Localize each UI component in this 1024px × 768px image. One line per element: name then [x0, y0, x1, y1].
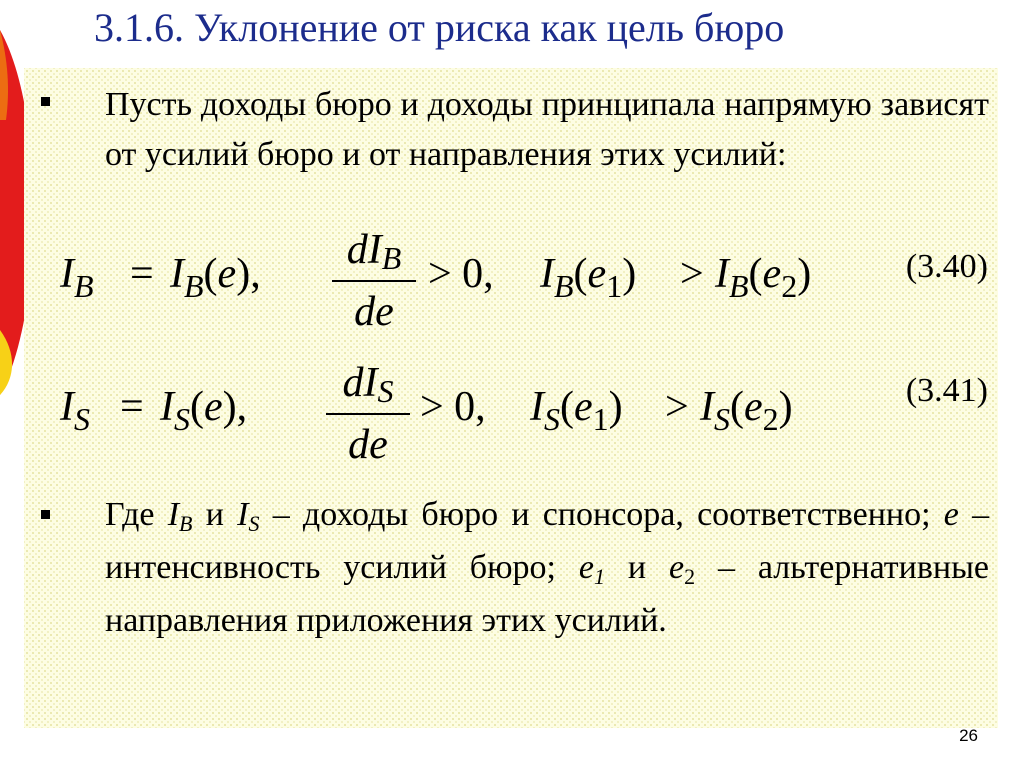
paragraph-intro: Пусть доходы бюро и доходы принципала напрямую зависят от усилий бюро и от направления этих усилий: — [105, 86, 989, 173]
text-rest-3: – альтернативные направления приложения этих усилий. — [105, 549, 990, 639]
eq340-I-e2-sub: B — [729, 268, 749, 304]
var-e2: e — [668, 549, 685, 586]
eq341-gt-zero: > 0, — [420, 384, 486, 430]
eq340-lhs-I: I — [60, 251, 74, 297]
eq340-rhs-sub: B — [184, 268, 204, 304]
bullet-icon — [41, 97, 50, 106]
eq341-rhs-I: I — [160, 384, 174, 430]
eq341-lhs-sub: S — [74, 401, 90, 437]
equation-3-41: $I_S$ = $I_S(e)$, dIS de > 0, $I_S(e_1)$ > $I_S(e_2)$ — [60, 383, 860, 493]
eq340-deriv-num: dI — [346, 227, 382, 273]
var-e2-sub: 2 — [684, 564, 696, 589]
eq341-e1: e — [574, 384, 593, 430]
eq340-deriv-num-sub: B — [381, 240, 402, 276]
eq341-e2-sub: 2 — [762, 401, 779, 437]
eq341-e2: e — [744, 384, 763, 430]
equation-number-3-41: (3.41) — [905, 372, 988, 409]
var-e1-sub: 1 — [593, 564, 605, 589]
equation-number-3-40: (3.40) — [905, 248, 988, 285]
eq341-rhs-sub: S — [174, 401, 190, 437]
var-IB-sub: B — [179, 511, 193, 536]
eq340-rhs-I: I — [170, 251, 184, 297]
eq340-derivative — [328, 224, 420, 334]
eq341-e1-sub: 1 — [592, 401, 609, 437]
eq340-lhs-sub: B — [74, 268, 94, 304]
eq340-gt-zero: > 0, — [428, 251, 494, 297]
eq340-e1: e — [587, 251, 607, 297]
word-gde: Где — [105, 496, 155, 533]
eq341-var-e: e — [204, 384, 223, 430]
eq340-deriv-den: de — [354, 289, 394, 335]
eq340-I-e1: I — [540, 251, 554, 297]
eq340-e1-sub: 1 — [606, 268, 623, 304]
eq340-I-e1-sub: B — [554, 268, 574, 304]
bullet-icon — [41, 510, 50, 519]
paragraph-definitions — [105, 490, 989, 646]
eq341-I-e1-sub: S — [544, 401, 560, 437]
eq341-deriv-num: dI — [342, 360, 378, 406]
equation-3-40: $I_B$ = $I_B(e)$, dIB de > 0, $I_B(e_1)$ > $I_B(e_2)$ — [60, 250, 860, 360]
var-IS: I — [237, 496, 249, 533]
eq341-derivative — [322, 357, 414, 467]
eq340-var-e: e — [217, 251, 237, 297]
eq340-e2: e — [762, 251, 782, 297]
eq341-I-e2-sub: S — [714, 401, 730, 437]
eq340-I-e2: I — [715, 251, 729, 297]
eq340-e2-sub: 2 — [781, 268, 798, 304]
word-and-1: и — [205, 496, 224, 533]
page-number: 26 — [959, 726, 978, 745]
word-and-2: и — [627, 549, 647, 586]
eq341-deriv-den: de — [348, 422, 388, 468]
eq341-I-e2: I — [700, 384, 714, 430]
var-IS-sub: S — [248, 511, 260, 536]
text-rest-2: – интенсивность усилий бюро; — [105, 496, 990, 586]
var-IB: I — [167, 496, 180, 533]
eq341-lhs-I: I — [60, 384, 74, 430]
eq341-deriv-num-sub: S — [377, 373, 394, 409]
slide-title: 3.1.6. Уклонение от риска как цель бюро — [94, 5, 785, 50]
var-e1: e — [578, 549, 594, 586]
var-e: e — [943, 496, 959, 533]
text-rest-1: – доходы бюро и спонсора, соответственно; — [272, 496, 931, 533]
eq341-I-e1: I — [530, 384, 544, 430]
